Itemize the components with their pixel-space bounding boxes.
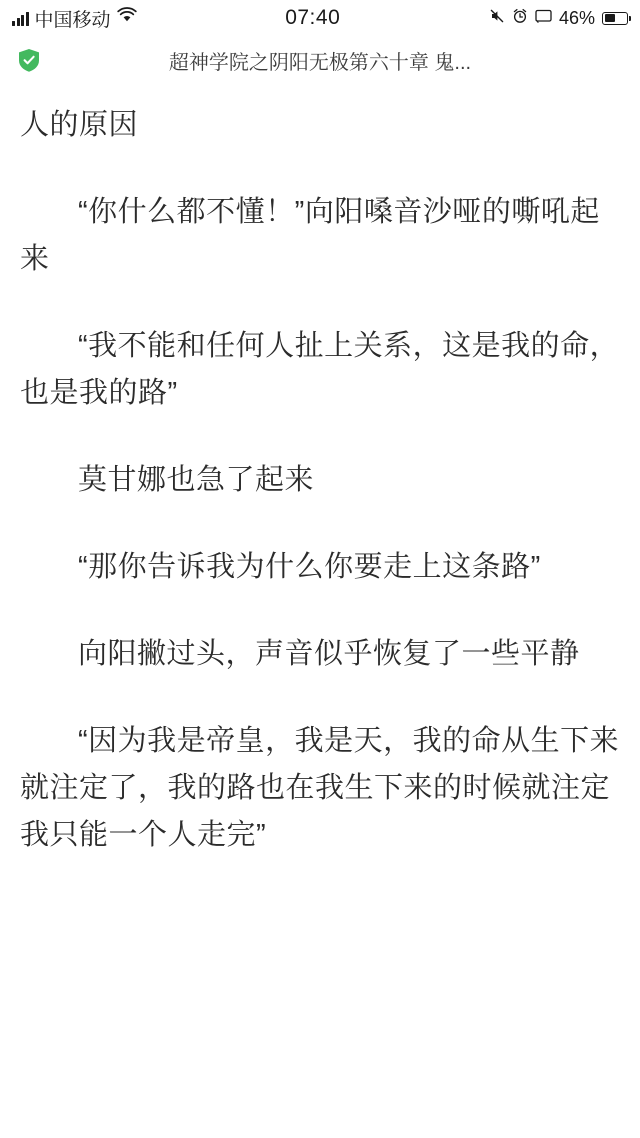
status-bar-left: [12, 5, 137, 32]
battery-icon: [602, 12, 628, 25]
mute-icon: [489, 8, 505, 29]
page-title: 超神学院之阴阳无极第六十章 鬼...: [168, 51, 472, 74]
title-bar: [0, 36, 640, 84]
signal-bars-icon: [12, 10, 29, 26]
paragraph: “那你告诉我为什么你要走上这条路”: [78, 550, 541, 583]
paragraph: 莫甘娜也急了起来: [78, 463, 315, 496]
paragraph: “因为我是帝皇，我是天，我的命从生下来就注定了，我的路也在我生下来的时候就注定我只能一个人走完”: [20, 724, 620, 851]
battery-percent-label: 46%: [558, 7, 595, 28]
screencast-icon: [535, 8, 552, 29]
status-bar-clock: 07:40: [285, 6, 341, 29]
paragraph: 向阳撇过头，声音似乎恢复了一些平静: [78, 637, 580, 670]
wifi-icon: [117, 7, 137, 29]
shield-app-icon[interactable]: [14, 45, 44, 75]
reader-content[interactable]: [0, 84, 640, 859]
paragraph: 人的原因: [20, 109, 139, 141]
paragraph: “我不能和任何人扯上关系，这是我的命，也是我的路”: [20, 329, 620, 409]
status-bar-right: [489, 8, 628, 29]
carrier-label: 中国移动: [34, 9, 111, 31]
alarm-clock-icon: [512, 8, 528, 29]
status-bar: [0, 0, 640, 36]
paragraph: “你什么都不懂！”向阳嗓音沙哑的嘶吼起来: [20, 195, 600, 275]
